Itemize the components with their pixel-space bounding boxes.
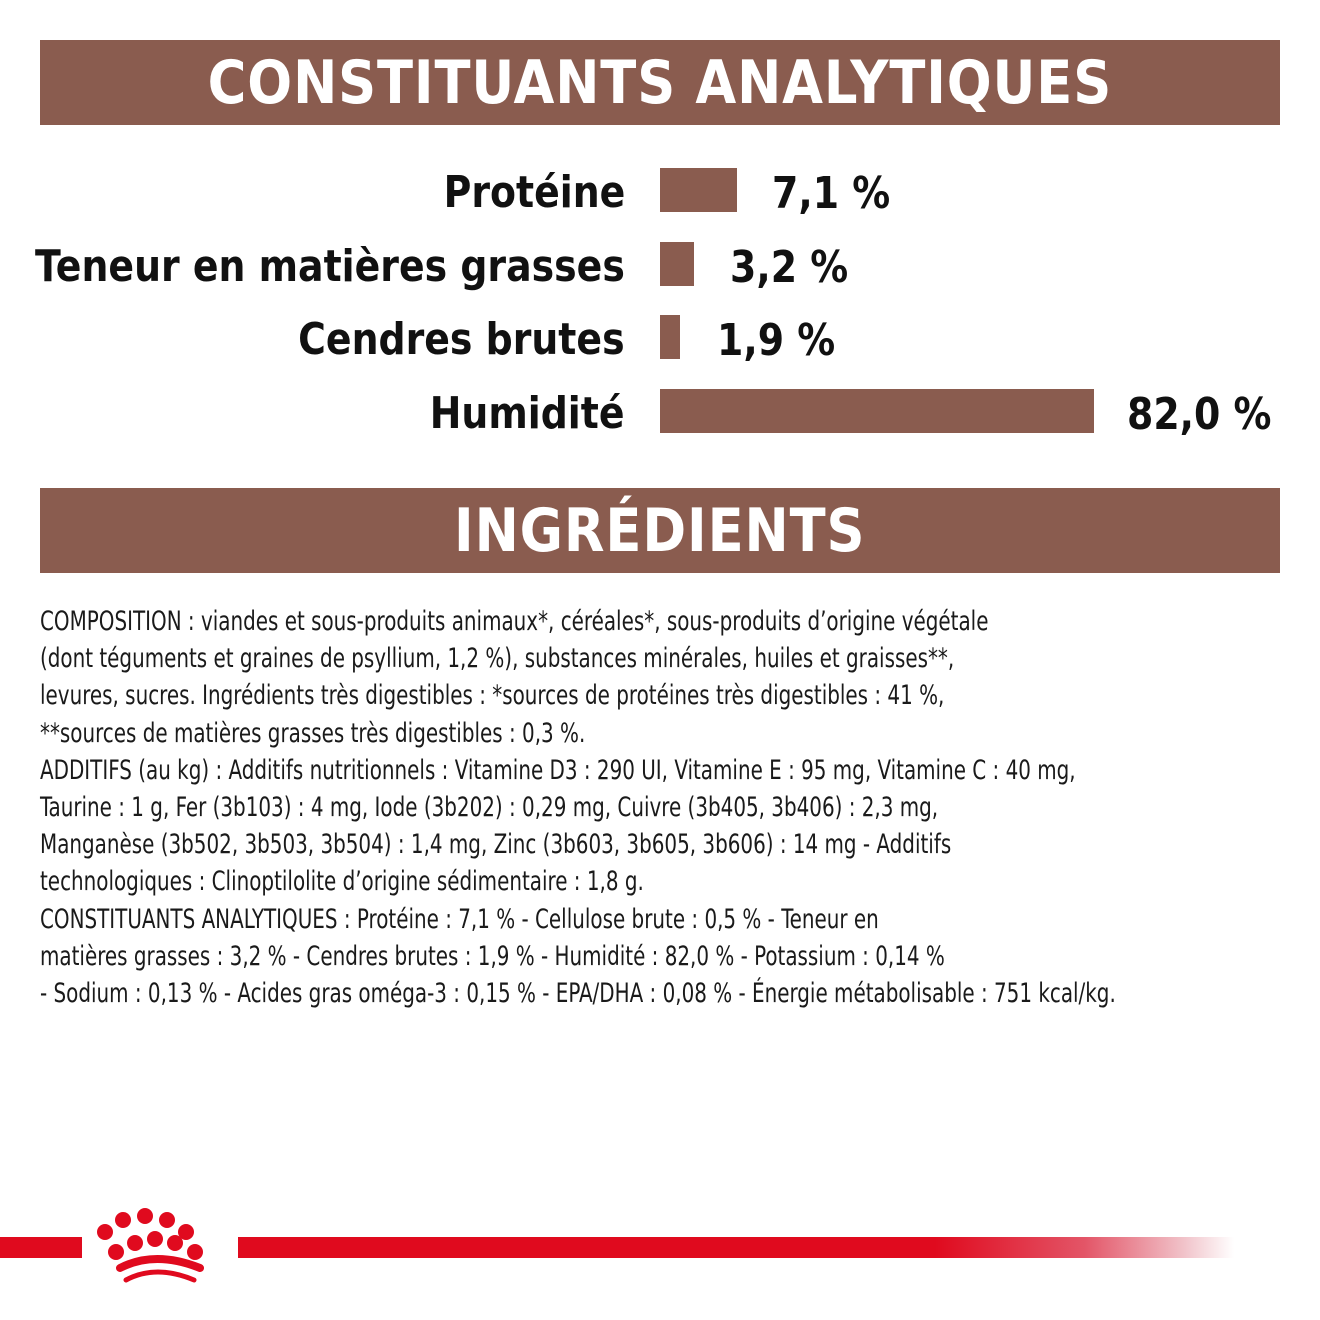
chart-row-moisture [0,388,1320,440]
brand-stripe-right [238,1237,1234,1258]
ingredients-line: ADDITIFS (au kg) : Additifs nutritionnels : Vitamine D3 : 290 UI, Vitamine E : 95 mg, Vitamine C : 40 mg, [40,754,1076,786]
ingredients-title: INGRÉDIENTS [454,495,866,566]
ingredients-line: COMPOSITION : viandes et sous-produits animaux*, céréales*, sous-produits d’origine végétale [40,606,989,637]
chart-bar [660,315,680,359]
chart-bar [660,389,1094,433]
chart-row-fat [0,241,1320,293]
chart-bar [660,168,737,212]
chart-value: 1,9 % [717,315,836,366]
chart-value: 3,2 % [730,242,849,293]
chart-value: 7,1 % [772,168,891,219]
chart-bar [660,242,694,286]
chart-row-ash [0,314,1320,366]
chart-label: Teneur en matières grasses [35,241,625,292]
analytical-constituents-header [40,40,1280,125]
ingredients-line: technologiques : Clinoptilolite d’origine sédimentaire : 1,8 g. [40,866,644,898]
chart-row-protein [0,167,1320,219]
crown-icon [90,1198,240,1288]
ingredients-line: matières grasses : 3,2 % - Cendres brutes : 1,9 % - Humidité : 82,0 % - Potassium : 0,14 % [40,940,945,972]
ingredients-line: levures, sucres. Ingrédients très digestibles : *sources de protéines très digestibles : 41 %, [40,680,945,712]
ingredients-line: (dont téguments et graines de psyllium, 1,2 %), substances minérales, huiles et graisses**, [40,643,955,675]
ingredients-line: Manganèse (3b502, 3b503, 3b504) : 1,4 mg, Zinc (3b603, 3b605, 3b606) : 14 mg - Additifs [40,829,952,861]
ingredients-line: - Sodium : 0,13 % - Acides gras oméga-3 : 0,15 % - EPA/DHA : 0,08 % - Énergie métabolisable : 751 kcal/kg. [40,978,1116,1010]
chart-label: Cendres brutes [298,314,625,365]
chart-label: Humidité [430,388,625,439]
ingredients-line: **sources de matières grasses très digestibles : 0,3 %. [40,717,586,749]
analytical-constituents-title: CONSTITUANTS ANALYTIQUES [207,47,1113,118]
brand-footer [0,1190,1320,1300]
brand-stripe-left [0,1237,82,1258]
ingredients-header [40,488,1280,573]
ingredients-text [40,603,1300,1012]
ingredients-line: CONSTITUANTS ANALYTIQUES : Protéine : 7,1 % - Cellulose brute : 0,5 % - Teneur en [40,903,879,935]
chart-value: 82,0 % [1127,389,1272,440]
ingredients-line: Taurine : 1 g, Fer (3b103) : 4 mg, Iode (3b202) : 0,29 mg, Cuivre (3b405, 3b406) : 2,3 mg, [40,792,939,824]
chart-label: Protéine [443,167,625,218]
